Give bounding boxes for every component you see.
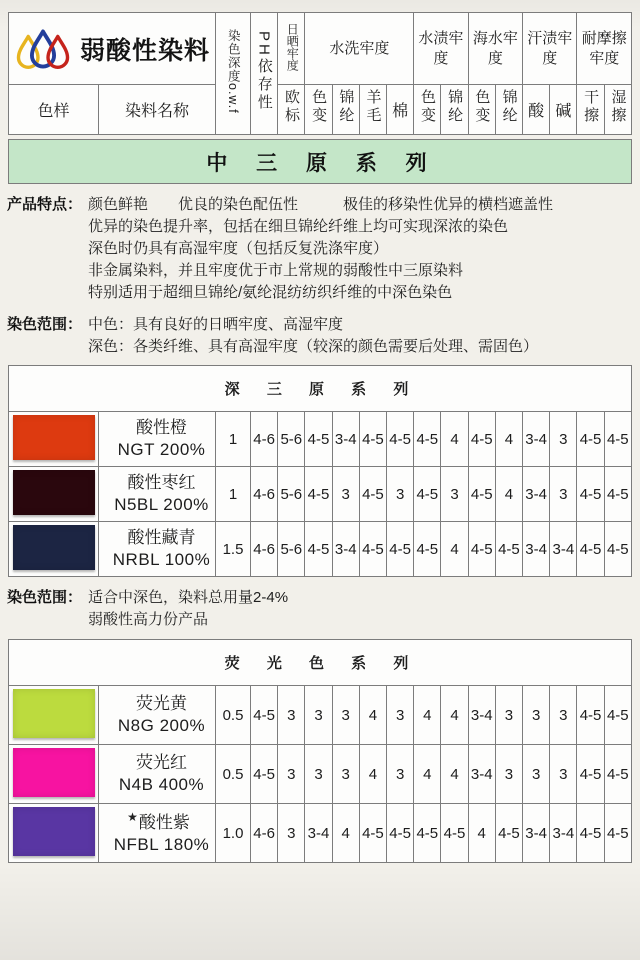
- fastness-value: 3: [387, 745, 414, 804]
- fastness-value: 4-5: [604, 467, 631, 522]
- fastness-value: 4-5: [468, 467, 495, 522]
- fastness-value: 4-6: [251, 804, 278, 863]
- note-line: 优异的染色提升率，包括在细旦锦纶纤维上均可实现深浓的染色: [88, 218, 509, 235]
- col-header-color-sample: 色样: [9, 85, 99, 135]
- fastness-value: 4: [441, 522, 468, 577]
- dye-name-cell: [99, 522, 216, 577]
- col-header-water-fastness: 水渍牢度: [414, 13, 468, 85]
- fastness-value: 4-5: [577, 522, 604, 577]
- dye-name: 酸性藏青: [127, 527, 196, 547]
- fabric-swatch: [13, 748, 95, 797]
- dye-name-cell: [99, 804, 216, 863]
- series-title: 荧 光 色 系 列: [224, 655, 416, 672]
- note-line: 深色时仍具有高湿牢度（包括反复洗涤牢度）: [88, 240, 389, 257]
- fastness-value: 3: [550, 467, 577, 522]
- fastness-value: 3: [278, 686, 305, 745]
- fastness-value: 4-5: [604, 412, 631, 467]
- dye-name-cell: [99, 686, 216, 745]
- dye-name-cell: [99, 412, 216, 467]
- series-banner-mid-tri-primary: [8, 139, 632, 184]
- fastness-value: 5-6: [278, 522, 305, 577]
- fastness-value: 3: [387, 686, 414, 745]
- col-header-wash-fastness: 水洗牢度: [305, 13, 414, 85]
- fastness-value: 4-5: [604, 686, 631, 745]
- fastness-value: 3: [550, 686, 577, 745]
- fastness-value: 4-5: [468, 522, 495, 577]
- note-line: 弱酸性高力份产品: [88, 611, 209, 628]
- dye-code: NFBL 180%: [113, 835, 210, 854]
- fastness-value: 3: [495, 745, 522, 804]
- dye-row: [9, 745, 632, 804]
- deep-series-notes: [0, 587, 640, 631]
- fabric-swatch: [13, 807, 95, 856]
- fastness-value: 4-5: [577, 467, 604, 522]
- fastness-value: 4-5: [577, 412, 604, 467]
- subcol-rub-dry: 干擦: [577, 85, 604, 135]
- fastness-value: 4: [414, 686, 441, 745]
- color-swatch-cell: [9, 412, 99, 467]
- fastness-value: 4-5: [251, 686, 278, 745]
- color-swatch-cell: [9, 686, 99, 745]
- fastness-value: 4: [495, 467, 522, 522]
- brand-title: 弱酸性染料: [80, 36, 211, 65]
- fastness-value: 3: [387, 467, 414, 522]
- subcol-water-shade-change: 色变: [414, 85, 441, 135]
- dye-code: N4B 400%: [118, 775, 205, 794]
- col-header-dye-name: 染料名称: [99, 85, 216, 135]
- note-line: 中色：具有良好的日晒牢度、高湿牢度: [88, 316, 344, 333]
- subcol-wash-shade-change: 色变: [305, 85, 332, 135]
- series-title: 中 三 原 系 列: [206, 151, 434, 175]
- fabric-swatch: [13, 689, 95, 738]
- fastness-value: 4-6: [251, 412, 278, 467]
- fabric-swatch: [13, 525, 95, 570]
- note-label: 染色范围：: [7, 589, 83, 606]
- fastness-value: 4-5: [414, 522, 441, 577]
- subcol-wash-nylon: 锦纶: [332, 85, 359, 135]
- fastness-value: 0.5: [216, 745, 251, 804]
- dye-name-cell: [99, 467, 216, 522]
- fastness-value: 4-5: [387, 522, 414, 577]
- series-banner-deep-tri-primary: [9, 366, 632, 412]
- fastness-value: 3-4: [468, 686, 495, 745]
- fastness-value: 4: [332, 804, 359, 863]
- fastness-value: 4-5: [468, 412, 495, 467]
- dye-code: NRBL 100%: [112, 550, 211, 569]
- series-banner-row: [9, 366, 632, 412]
- note-line: 特别适用于超细旦锦纶/氨纶混纺纺织纤维的中深色染色: [88, 284, 453, 301]
- fastness-value: 4-6: [251, 522, 278, 577]
- col-header-ph-dependency: PH依存性: [251, 13, 278, 135]
- fastness-value: 3-4: [332, 522, 359, 577]
- note-lines: [88, 194, 553, 304]
- fastness-value: 3: [523, 686, 550, 745]
- fastness-value: 3: [278, 745, 305, 804]
- fastness-value: 4-5: [387, 412, 414, 467]
- fastness-value: 3-4: [523, 522, 550, 577]
- series-title: 深 三 原 系 列: [224, 381, 416, 398]
- fastness-value: 3: [305, 745, 332, 804]
- fastness-value: 4-5: [414, 804, 441, 863]
- fastness-value: 1: [216, 467, 251, 522]
- fastness-value: 3-4: [523, 804, 550, 863]
- fastness-value: 3-4: [523, 467, 550, 522]
- fastness-header-table: [8, 12, 632, 135]
- header-group-row: [9, 13, 632, 85]
- subcol-sea-nylon: 锦纶: [495, 85, 522, 135]
- fastness-value: 3-4: [305, 804, 332, 863]
- fastness-value: 4-5: [577, 745, 604, 804]
- subcol-sweat-alkali: 碱: [550, 85, 577, 135]
- fastness-value: 4-5: [414, 467, 441, 522]
- fastness-value: 4-5: [414, 412, 441, 467]
- dye-name: 酸性紫: [138, 812, 190, 832]
- dye-row: [9, 686, 632, 745]
- fastness-value: 4-5: [604, 745, 631, 804]
- fastness-value: 3-4: [468, 745, 495, 804]
- fabric-swatch: [13, 470, 95, 515]
- fastness-value: 3: [332, 467, 359, 522]
- fastness-value: 3-4: [550, 804, 577, 863]
- subcol-eu-standard: 欧标: [278, 85, 305, 135]
- fastness-value: 3: [305, 686, 332, 745]
- subcol-wash-wool: 羊毛: [359, 85, 386, 135]
- dye-name-cell: [99, 745, 216, 804]
- fastness-value: 3: [550, 745, 577, 804]
- dyeing-range-note: [7, 587, 640, 631]
- fastness-value: 4-5: [495, 804, 522, 863]
- fastness-value: 4-5: [359, 522, 386, 577]
- fastness-value: 4-5: [359, 412, 386, 467]
- dye-name: 酸性枣红: [127, 472, 196, 492]
- brand-cell: [9, 13, 216, 85]
- dye-row: [9, 412, 632, 467]
- fastness-value: 4-5: [495, 522, 522, 577]
- fastness-value: 3-4: [523, 412, 550, 467]
- dye-code: N5BL 200%: [114, 495, 209, 514]
- dye-row: [9, 804, 632, 863]
- fastness-value: 4: [441, 412, 468, 467]
- fastness-value: 5-6: [278, 467, 305, 522]
- fastness-value: 4-5: [359, 467, 386, 522]
- deep-tri-primary-table: [8, 365, 632, 577]
- three-drops-logo-icon: [14, 25, 72, 73]
- fastness-value: 0.5: [216, 686, 251, 745]
- fastness-value: 1.5: [216, 522, 251, 577]
- fastness-value: 4-5: [359, 804, 386, 863]
- note-label: 染色范围：: [7, 316, 83, 333]
- mid-series-notes: [0, 194, 640, 358]
- dye-name: 荧光黄: [136, 693, 187, 713]
- fastness-value: 3: [550, 412, 577, 467]
- fastness-value: 4-5: [387, 804, 414, 863]
- dyeing-range-note: [7, 314, 640, 358]
- fastness-value: 3: [523, 745, 550, 804]
- fastness-value: 4: [359, 745, 386, 804]
- fastness-value: 4: [414, 745, 441, 804]
- fastness-value: 4-5: [604, 804, 631, 863]
- subcol-water-nylon: 锦纶: [441, 85, 468, 135]
- color-swatch-cell: [9, 522, 99, 577]
- subcol-rub-wet: 湿擦: [604, 85, 631, 135]
- color-swatch-cell: [9, 804, 99, 863]
- star-icon: ★: [127, 809, 138, 824]
- col-header-depth: 染色深度o.w.f: [216, 13, 251, 135]
- fastness-value: 3: [332, 745, 359, 804]
- fastness-value: 4-6: [251, 467, 278, 522]
- subcol-wash-cotton: 棉: [387, 85, 414, 135]
- note-lines: [88, 587, 288, 631]
- fastness-value: 5-6: [278, 412, 305, 467]
- fastness-value: 4-5: [251, 745, 278, 804]
- fastness-value: 4: [468, 804, 495, 863]
- fastness-value: 3: [441, 467, 468, 522]
- fastness-value: 1: [216, 412, 251, 467]
- fastness-value: 4-5: [604, 522, 631, 577]
- dye-code: NGT 200%: [117, 440, 206, 459]
- note-line: 适合中深色，染料总用量2-4%: [88, 589, 289, 606]
- fastness-value: 4-5: [577, 804, 604, 863]
- series-banner-row: [9, 640, 632, 686]
- fastness-value: 4-5: [577, 686, 604, 745]
- dye-name: 荧光红: [136, 752, 187, 772]
- col-header-light-fastness: 日晒牢度: [278, 13, 305, 85]
- note-line: 颜色鲜艳 优良的染色配伍性 极佳的移染性优异的横档遮盖性: [88, 196, 554, 213]
- color-swatch-cell: [9, 467, 99, 522]
- note-label: 产品特点：: [7, 196, 83, 213]
- fastness-value: 4: [441, 686, 468, 745]
- col-header-seawater-fastness: 海水牢度: [468, 13, 522, 85]
- dye-code: N8G 200%: [117, 716, 206, 735]
- dye-row: [9, 522, 632, 577]
- fluorescent-series-table: [8, 639, 632, 863]
- fastness-value: 4-5: [441, 804, 468, 863]
- fabric-swatch: [13, 415, 95, 460]
- fastness-value: 4-5: [305, 467, 332, 522]
- fastness-value: 3: [278, 804, 305, 863]
- header-sub-row: [9, 85, 632, 135]
- product-features-note: [7, 194, 640, 304]
- col-header-rubbing-fastness: 耐摩擦牢度: [577, 13, 632, 85]
- fastness-value: 3: [495, 686, 522, 745]
- fastness-value: 4: [359, 686, 386, 745]
- fastness-value: 3-4: [332, 412, 359, 467]
- fastness-value: 1.0: [216, 804, 251, 863]
- series-banner-fluorescent: [9, 640, 632, 686]
- note-line: 深色：各类纤维、具有高湿牢度（较深的颜色需要后处理、需固色）: [88, 338, 539, 355]
- fastness-value: 3: [332, 686, 359, 745]
- fastness-value: 4-5: [305, 412, 332, 467]
- fastness-value: 4: [441, 745, 468, 804]
- note-lines: [88, 314, 538, 358]
- note-line: 非金属染料，并且牢度优于市上常规的弱酸性中三原染料: [88, 262, 464, 279]
- subcol-sea-shade-change: 色变: [468, 85, 495, 135]
- dye-name: 酸性橙: [136, 417, 187, 437]
- col-header-perspiration-fastness: 汗渍牢度: [523, 13, 577, 85]
- dye-row: [9, 467, 632, 522]
- fastness-value: 3-4: [550, 522, 577, 577]
- fastness-value: 4: [495, 412, 522, 467]
- fastness-value: 4-5: [305, 522, 332, 577]
- subcol-sweat-acid: 酸: [523, 85, 550, 135]
- color-swatch-cell: [9, 745, 99, 804]
